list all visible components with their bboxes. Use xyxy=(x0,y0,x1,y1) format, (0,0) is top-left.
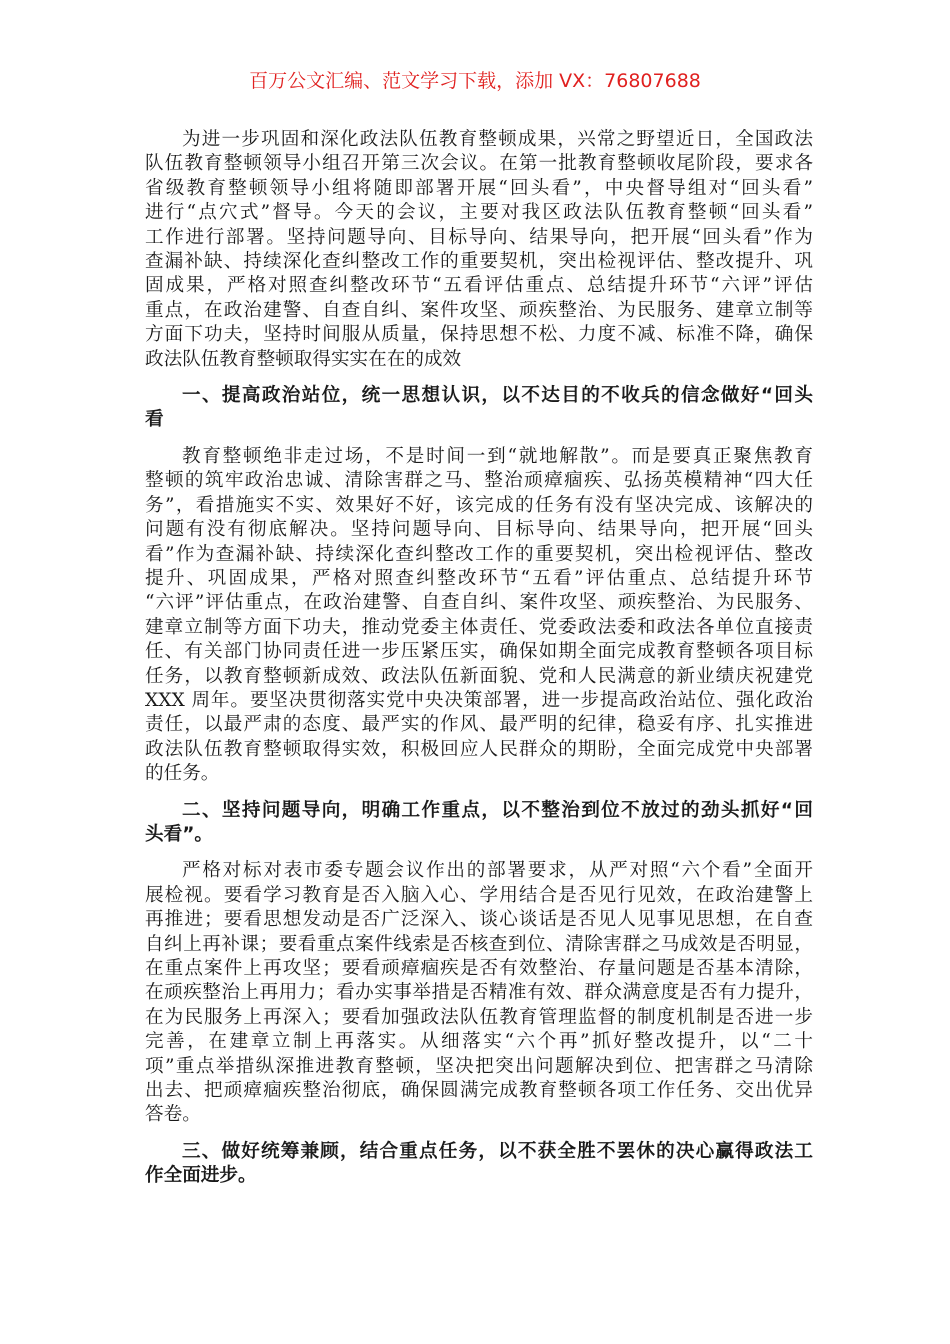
text-line: XXX 周年。要坚决贯彻落实党中央决策部署，进一步提高政治站位、强化政治 xyxy=(145,689,813,711)
section-1-paragraph xyxy=(145,445,813,787)
section-2-paragraph xyxy=(145,859,813,1127)
text-line: 答卷。 xyxy=(145,1104,201,1126)
text-line: 查漏补缺、持续深化查纠整改工作的重要契机，突出检视评估、整改提升、巩 xyxy=(145,251,813,273)
text-line: 任、有关部门协同责任进一步压紧压实，确保如期全面完成教育整顿各项目标 xyxy=(145,641,813,663)
text-line: 完善，在建章立制上再落实。从细落实“六个再”抓好整改提升，以“二十 xyxy=(145,1031,813,1053)
text-line: 重点，在政治建警、自查自纠、案件攻坚、顽疾整治、为民服务、建章立制等 xyxy=(145,299,813,321)
document-body xyxy=(145,128,813,1201)
text-line: 队伍教育整顿领导小组召开第三次会议。在第一批教育整顿收尾阶段，要求各 xyxy=(145,153,813,175)
text-line: 为进一步巩固和深化政法队伍教育整顿成果，兴常之野望近日，全国政法 xyxy=(182,129,813,150)
intro-paragraph xyxy=(145,128,813,372)
text-line: 建章立制等方面下功夫，推动党委主体责任、党委政法委和政法各单位直接责 xyxy=(145,616,813,638)
text-line: 严格对标对表市委专题会议作出的部署要求，从严对照“六个看”全面开 xyxy=(182,860,813,882)
text-line: 教育整顿绝非走过场，不是时间一到“就地解散”。而是要真正聚焦教育 xyxy=(182,445,813,467)
section-3-heading xyxy=(145,1140,813,1189)
text-line: 二、坚持问题导向，明确工作重点，以不整治到位不放过的劲头抓好“回 xyxy=(182,799,813,821)
text-line: 的任务。 xyxy=(145,763,220,785)
text-line: 再推进；要看思想发动是否广泛深入、谈心谈话是否见人见事见思想，在自查 xyxy=(145,909,813,931)
text-line: 展检视。要看学习教育是否入脑入心、学用结合是否见行见效，在政治建警上 xyxy=(145,884,813,906)
text-line: 作全面进步。 xyxy=(145,1165,257,1187)
text-line: 问题有没有彻底解决。坚持问题导向、目标导向、结果导向，把开展“回头 xyxy=(145,519,813,541)
text-line: 工作进行部署。坚持问题导向、目标导向、结果导向，把开展“回头看”作为 xyxy=(145,226,813,248)
text-line: 固成果，严格对照查纠整改环节“五看评估重点、总结提升环节“六评”评估 xyxy=(145,275,813,297)
text-line: 看 xyxy=(145,409,164,431)
text-line: 三、做好统筹兼顾，结合重点任务，以不获全胜不罢休的决心赢得政法工 xyxy=(182,1140,813,1162)
text-line: 项”重点举措纵深推进教育整顿，坚决把突出问题解决到位、把害群之马清除 xyxy=(145,1055,813,1077)
text-line: 一、提高政治站位，统一思想认识，以不达目的不收兵的信念做好“回头 xyxy=(182,385,813,407)
text-line: “六评”评估重点，在政治建警、自查自纠、案件攻坚、顽疾整治、为民服务、 xyxy=(145,592,813,614)
text-line: 方面下功夫，坚持时间服从质量，保持思想不松、力度不减、标准不降，确保 xyxy=(145,324,813,346)
text-line: 政法队伍教育整顿取得实效，积极回应人民群众的期盼，全面完成党中央部署 xyxy=(145,738,813,760)
text-line: 提升、巩固成果，严格对照查纠整改环节“五看”评估重点、总结提升环节 xyxy=(145,567,813,589)
text-line: 整顿的筑牢政治忠诚、清除害群之马、整治顽瘴痼疾、弘扬英模精神“四大任 xyxy=(145,470,813,492)
text-line: 在为民服务上再深入；要看加强政法队伍教育管理监督的制度机制是否进一步 xyxy=(145,1006,813,1028)
text-line: 省级教育整顿领导小组将随即部署开展“回头看”，中央督导组对“回头看” xyxy=(145,177,813,199)
text-line: 责任，以最严肃的态度、最严实的作风、最严明的纪律，稳妥有序、扎实推进 xyxy=(145,714,813,736)
text-line: 任务，以教育整顿新成效、政法队伍新面貌、党和人民满意的新业绩庆祝建党 xyxy=(145,665,813,687)
section-1-heading xyxy=(145,384,813,433)
download-banner: 百万公文汇编、范文学习下载，添加 VX：76807688 xyxy=(249,70,701,92)
text-line: 出去、把顽瘴痼疾整治彻底，确保圆满完成教育整顿各项工作任务、交出优异 xyxy=(145,1080,813,1102)
text-line: 在重点案件上再攻坚；要看顽瘴痼疾是否有效整治、存量问题是否基本清除， xyxy=(145,958,813,979)
text-line: 头看”。 xyxy=(145,823,214,845)
text-line: 政法队伍教育整顿取得实实在在的成效 xyxy=(145,348,462,370)
text-line: 务”，看措施实不实、效果好不好，该完成的任务有没有坚决完成、该解决的 xyxy=(145,494,813,516)
text-line: 在顽疾整治上再用力；看办实事举措是否精准有效、群众满意度是否有力提升， xyxy=(145,982,813,1004)
text-line: 进行“点穴式”督导。今天的会议，主要对我区政法队伍教育整顿“回头看” xyxy=(145,202,813,224)
text-line: 看”作为查漏补缺、持续深化查纠整改工作的重要契机，突出检视评估、整改 xyxy=(145,543,813,565)
text-line: 自纠上再补课；要看重点案件线索是否核查到位、清除害群之马成效是否明显， xyxy=(145,933,813,955)
section-2-heading xyxy=(145,799,813,848)
